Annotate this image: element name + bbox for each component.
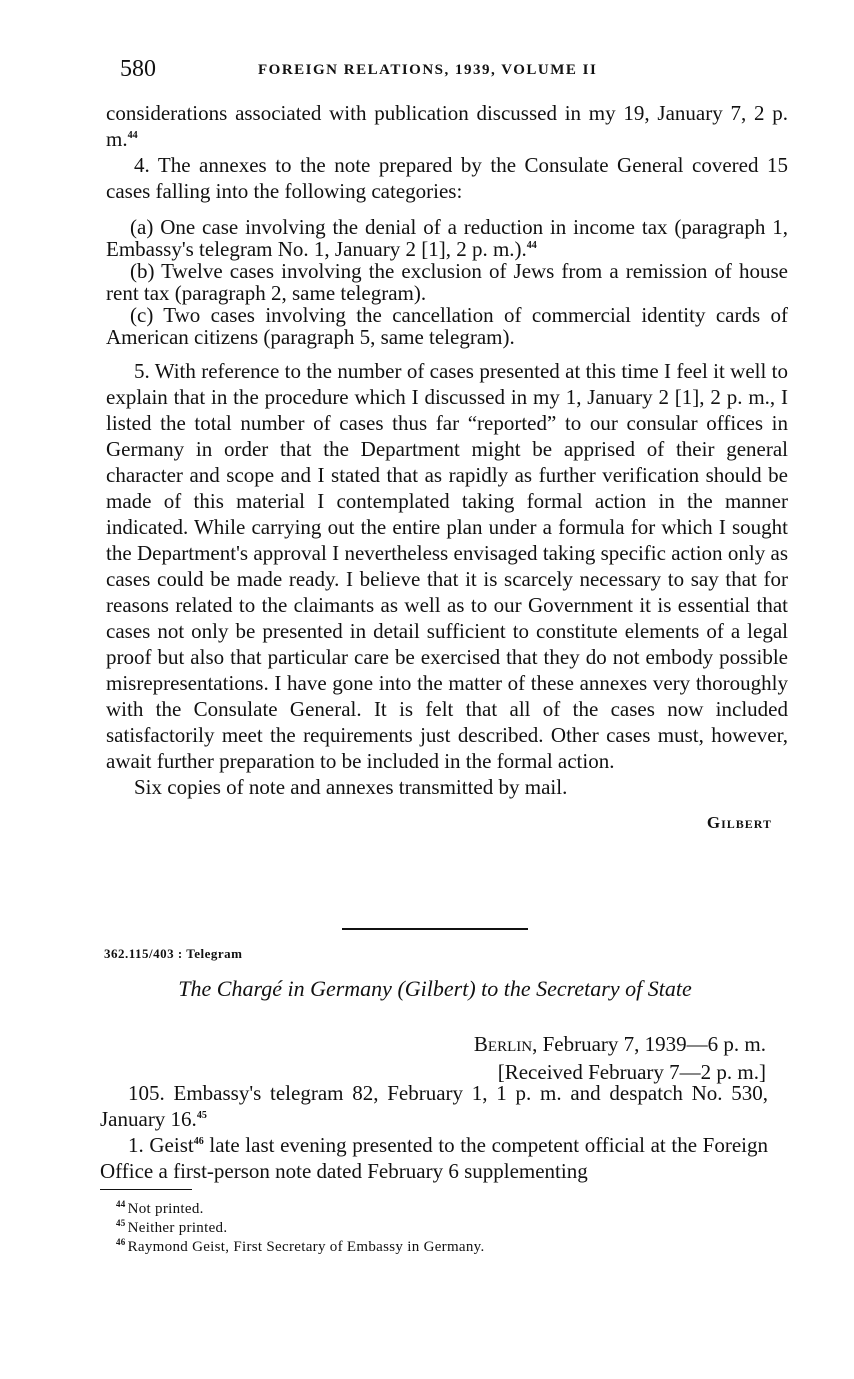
page-number: 580 — [120, 56, 156, 82]
footnote: $^{46}$ Raymond Geist, First Secretary of Embassy in Germany. — [116, 1237, 485, 1255]
main-text — [106, 100, 788, 836]
paragraph-5: 5. With reference to the number of cases presented at this time I feel it well to explain that in the procedure which I discussed in my 1, January 2 [1], 2 p. m., I listed the total number of cases thus far “reported” to our consular offices in Germany in order that the Department might be apprised of their general character and scope and I stated that as rapidly as further verification should be made of this material I contemplated taking formal action in the manner indicated. While carrying out the entire plan under a formula for which I sought the Department's approval I nevertheless envisaged taking specific action only as cases could be made ready. I believe that it is scarcely necessary to say that for reasons related to the claimants as well as to our Government it is essential that cases not only be presented in detail sufficient to constitute elements of a legal proof but also that particular care be exercised that they do not embody possible misrepresentations. I have gone into the matter of these annexes very thoroughly with the Consulate General. It is felt that all of the cases now included satisfactorily meet the requirements just described. Other cases must, however, await further preparation to be included in the formal action. — [106, 359, 788, 773]
dateline-date: , February 7, 1939—6 p. m. — [532, 1032, 766, 1056]
footnote: $^{45}$ Neither printed. — [116, 1218, 228, 1236]
dateline-sent — [474, 1030, 766, 1058]
footnote-ref: 44 — [526, 240, 537, 251]
footnote-ref: 45 — [196, 1110, 207, 1121]
paragraph-copies: Six copies of note and annexes transmitted by mail. — [134, 775, 568, 799]
paragraph-4: 4. The annexes to the note prepared by the Consulate General covered 15 cases falling into the following categories: — [106, 153, 788, 203]
paragraph-105: 105. Embassy's telegram 82, February 1, 1 p. m. and despatch No. 530, January 16.45 — [100, 1081, 768, 1131]
footnote-ref: 44 — [127, 130, 138, 141]
footnotes — [116, 1200, 485, 1257]
category-c: (c) Two cases involving the cancellation of commercial identity cards of American citizens (paragraph 5, same telegram). — [106, 303, 788, 349]
footnote-ref: 46 — [193, 1136, 204, 1147]
footnote-divider — [100, 1189, 192, 1190]
category-b: (b) Twelve cases involving the exclusion of Jews from a remission of house rent tax (paragraph 2, same telegram). — [106, 259, 788, 305]
document-title: The Chargé in Germany (Gilbert) to the Secretary of State — [178, 976, 692, 1001]
footnote: $^{44}$ Not printed. — [116, 1199, 204, 1217]
running-head: FOREIGN RELATIONS, 1939, VOLUME II — [258, 62, 598, 78]
telegram-text — [100, 1080, 768, 1184]
dateline — [474, 1030, 766, 1086]
page-header — [120, 56, 660, 84]
file-reference: 362.115/403 : Telegram — [104, 946, 243, 961]
signature: Gilbert — [706, 813, 772, 832]
paragraph-1: 1. Geist$^{46}$ late last evening presented to the competent official at the Foreign Office a first-person note dated February 6 supplementing — [100, 1133, 768, 1183]
section-divider — [342, 928, 528, 930]
category-a: (a) One case involving the denial of a reduction in income tax (paragraph 1, Embassy's telegram No. 1, January 2 [1], 2 p. m.).$^{44}$ — [106, 215, 788, 261]
dateline-city: Berlin — [473, 1032, 533, 1056]
dateline-received: [Received February 7—2 p. m.] — [497, 1060, 766, 1084]
categories-list — [106, 216, 788, 348]
continued-paragraph: considerations associated with publication discussed in my 19, January 7, 2 p. m.$^{44}$ — [106, 101, 788, 151]
